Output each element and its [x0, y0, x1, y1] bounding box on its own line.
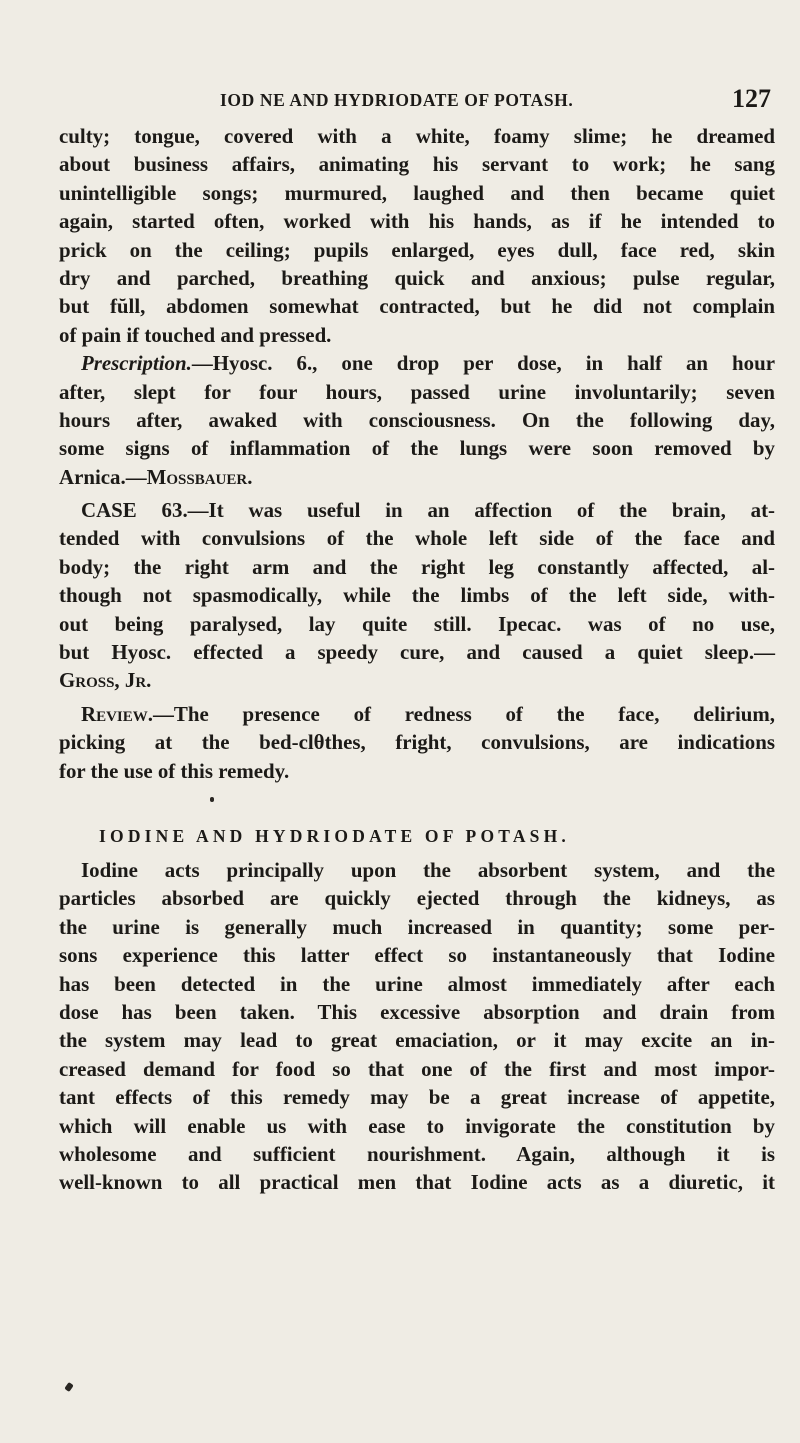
paragraph-prescription — [59, 349, 775, 491]
text-line: the system may lead to great emaciation, or it may excite an in- — [59, 1028, 775, 1053]
text-line: but Hyosc. effected a speedy cure, and caused a quiet sleep.— — [59, 640, 775, 665]
text-line: wholesome and sufficient nourishment. Again, although it is — [59, 1141, 775, 1166]
running-title: IOD NE AND HYDRIODATE OF POTASH. — [220, 90, 574, 110]
running-head — [60, 84, 775, 114]
text-line — [59, 349, 775, 377]
text-line: which will enable us with ease to invigorate the constitution by — [59, 1113, 775, 1138]
text-line: some signs of inflammation of the lungs were soon removed by — [59, 436, 775, 461]
prescription-label: Prescription. — [81, 351, 192, 376]
text-line: creased demand for food so that one of the first and most impor- — [59, 1056, 775, 1081]
review-text: —The presence of redness of the face, delirium, — [153, 701, 775, 726]
text-line: tant effects of this remedy may be a great increase of appetite, — [59, 1085, 775, 1110]
text-line: CASE 63.—It was useful in an affection of the brain, at- — [81, 498, 775, 523]
remedy-text: Arnica.— — [59, 464, 147, 489]
section-heading: IODINE AND HYDRIODATE OF POTASH. — [99, 825, 570, 846]
text-line: though not spasmodically, while the limbs of the left side, with- — [59, 583, 775, 608]
ink-speck — [64, 1382, 74, 1392]
text-line: the urine is generally much increased in quantity; some per- — [59, 914, 775, 939]
author-mossbauer: Mossbauer. — [146, 464, 253, 489]
paragraph-case-63 — [59, 496, 775, 695]
text-line: hours after, awaked with consciousness. On the following day, — [59, 407, 775, 432]
paragraph-review — [59, 700, 775, 785]
text-line: again, started often, worked with his hands, as if he intended to — [59, 209, 775, 234]
text-line: has been detected in the urine almost immediately after each — [59, 971, 775, 996]
paragraph-case-continuation — [59, 122, 775, 349]
text-line: dry and parched, breathing quick and anxious; pulse regular, — [59, 265, 775, 290]
text-line: picking at the bed-clθthes, fright, convulsions, are indications — [59, 730, 775, 755]
text-line: out being paralysed, lay quite still. Ipecac. was of no use, — [59, 611, 775, 636]
text-line: after, slept for four hours, passed urine involuntarily; seven — [59, 379, 775, 404]
text-line: unintelligible songs; murmured, laughed and then became quiet — [59, 180, 775, 205]
text-line: Iodine acts principally upon the absorbent system, and the — [81, 857, 775, 882]
text-line: of pain if touched and pressed. — [59, 322, 332, 347]
text-line: well-known to all practical men that Iodine acts as a diuretic, it — [59, 1170, 775, 1195]
text-line: culty; tongue, covered with a white, foamy slime; he dreamed — [59, 124, 775, 148]
text-line: dose has been taken. This excessive absorption and drain from — [59, 999, 775, 1024]
prescription-text: —Hyosc. 6., one drop per dose, in half an hour — [191, 351, 775, 376]
text-line: tended with convulsions of the whole left side of the face and — [59, 526, 775, 551]
body-text — [59, 122, 775, 1197]
author-gross: Gross, Jr. — [59, 668, 152, 693]
text-line: particles absorbed are quickly ejected through the kidneys, as — [59, 886, 775, 911]
text-line: but fŭll, abdomen somewhat contracted, but he did not complain — [59, 294, 775, 319]
ink-speck — [210, 797, 214, 802]
text-line: body; the right arm and the right leg constantly affected, al- — [59, 554, 775, 579]
review-label: Review. — [81, 701, 153, 726]
text-line — [59, 700, 775, 728]
text-line: sons experience this latter effect so instantaneously that Iodine — [59, 943, 775, 968]
text-line: prick on the ceiling; pupils enlarged, eyes dull, face red, skin — [59, 237, 775, 262]
text-line: about business affairs, animating his servant to work; he sang — [59, 152, 775, 177]
text-line — [59, 463, 775, 491]
page-number: 127 — [732, 84, 771, 113]
text-line: for the use of this remedy. — [59, 758, 290, 783]
paragraph-iodine — [59, 856, 775, 1197]
